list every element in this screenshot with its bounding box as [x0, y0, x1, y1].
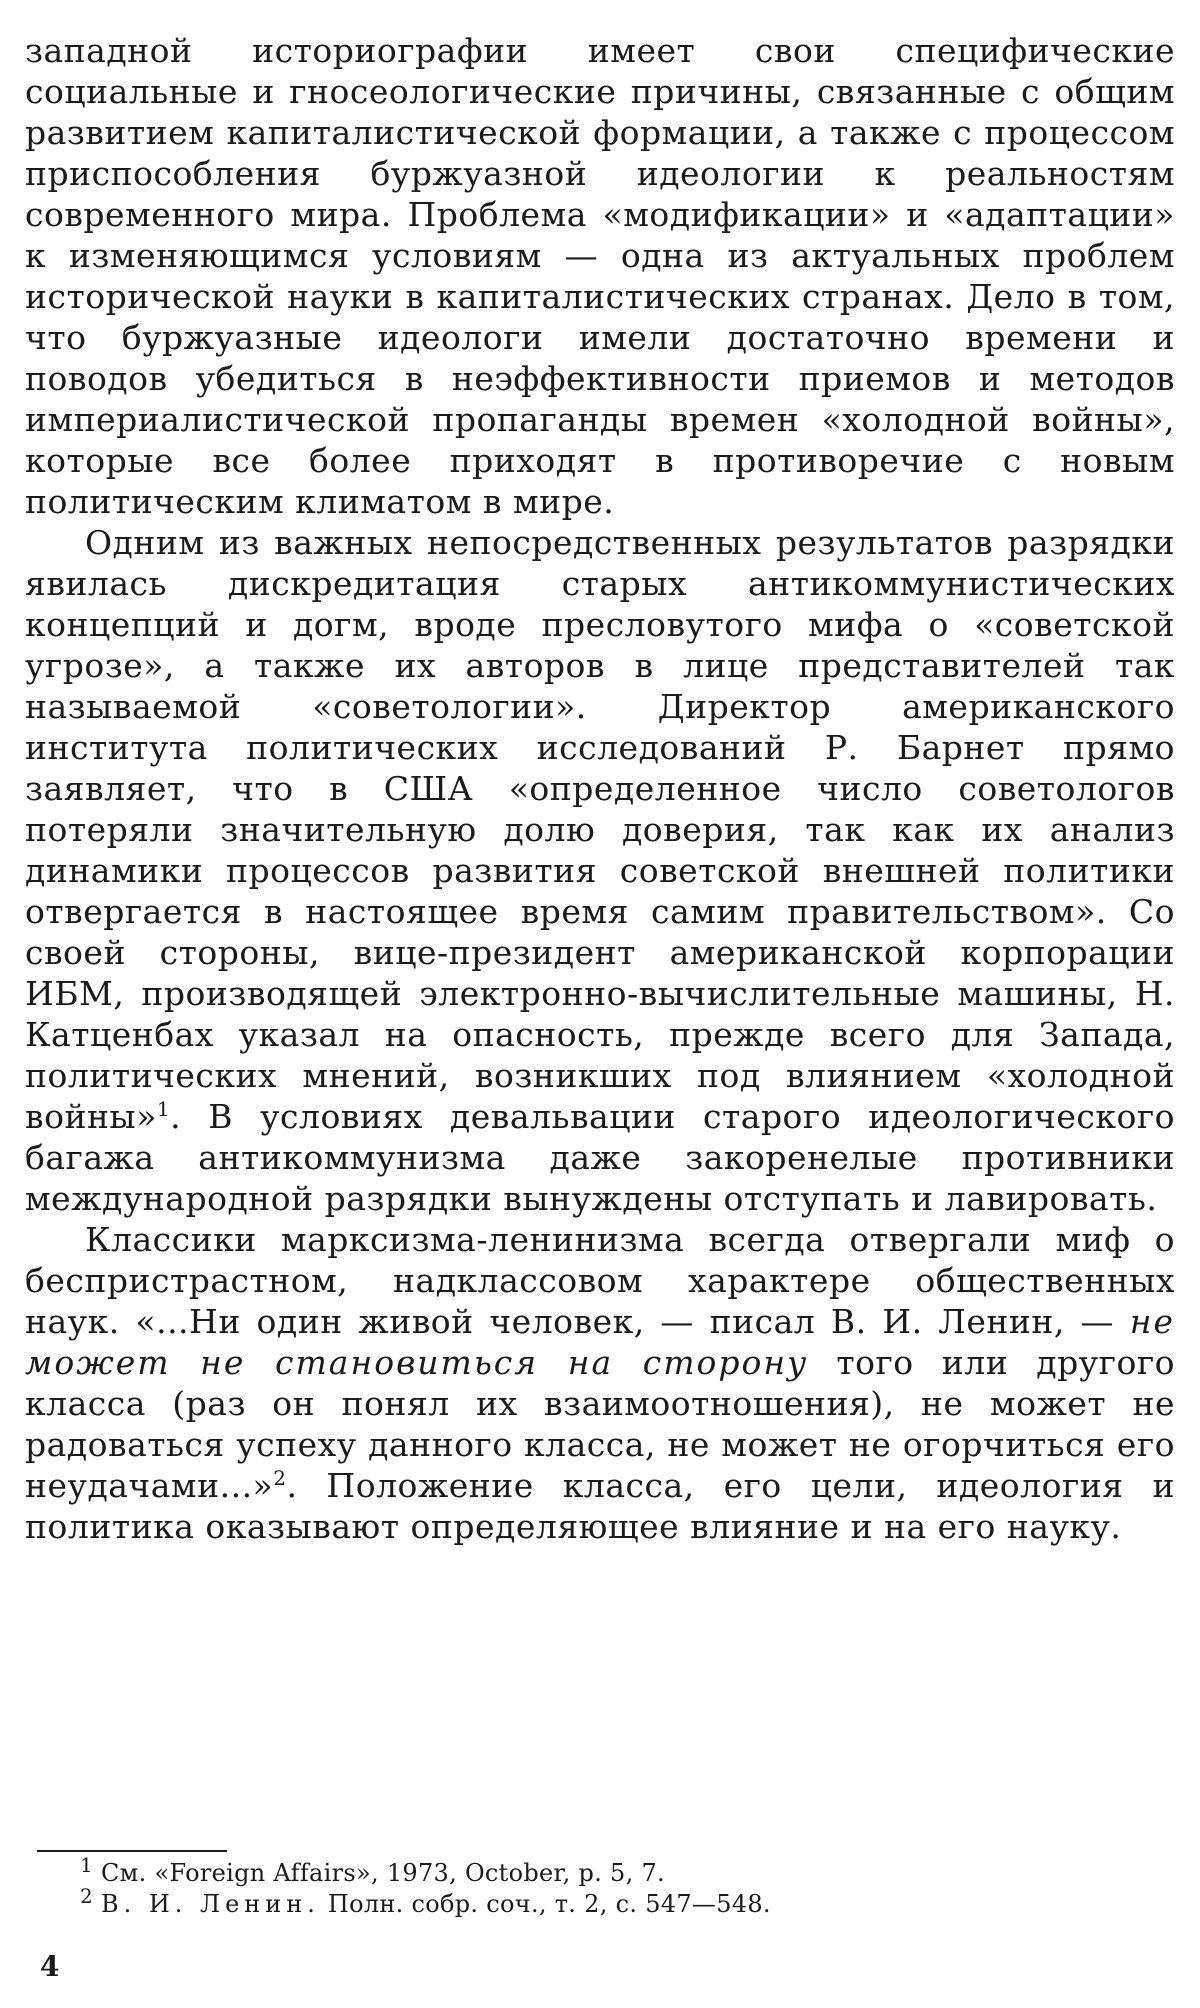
- paragraph-3-text-end: . Положение класса, его цели, идеология и политика оказывают определяющее влияние и на его науку.: [25, 1466, 1175, 1546]
- footnote-separator: [37, 1850, 227, 1852]
- footnote-1-text: См. «Foreign Affairs», 1973, October, p. 5, 7.: [100, 1859, 665, 1887]
- footnote-2-mark: 2: [80, 1884, 94, 1908]
- paragraph-3: [25, 1219, 1175, 1547]
- footnotes: [80, 1853, 1160, 1920]
- footnote-ref-1[interactable]: 1: [156, 1097, 171, 1121]
- lenin-quote-italic: не может не становиться на сторону: [25, 1302, 1175, 1382]
- footnote-ref-2[interactable]: 2: [273, 1466, 287, 1490]
- paragraph-3-text-before: Классики марксизма-ленинизма всегда отвергали миф о беспристрастном, надклассовом характере общественных наук. «...Ни один живой человек, — писал В. И. Ленин, —: [25, 1220, 1175, 1341]
- paragraph-2-text-after: . В условиях девальвации старого идеологического багажа антикоммунизма даже закоренелые противники международной разрядки вынуждены отступать и лавировать.: [25, 1097, 1175, 1218]
- page-number: 4: [40, 1950, 60, 1983]
- paragraph-3-text-after: того или другого класса (раз он понял их взаимоотношения), не может не радоваться успеху данного класса, не может не огорчиться его неудачами...»: [25, 1343, 1175, 1505]
- paragraph-1-text: западной историографии имеет свои специфические социальные и гносеологические причины, связанные с общим развитием капиталистической формации, а также с процессом приспособления буржуазной идеологии к реальностям современного мира. Проблема «модификации» и «адаптации» к изменяющимся условиям — одна из актуальных проблем исторической науки в капиталистических странах. Дело в том, что буржуазные идеологи имели достаточно времени и поводов убедиться в неэффективности приемов и методов империалистической пропаганды времен «холодной войны», которые все более приходят в противоречие с новым политическим климатом в мире.: [25, 31, 1175, 521]
- footnote-2-author: В. И. Ленин.: [100, 1890, 320, 1918]
- page-body: [25, 30, 1175, 1547]
- paragraph-1: [25, 30, 1175, 522]
- footnote-2: [80, 1884, 1160, 1920]
- paragraph-2-text: Одним из важных непосредственных результатов разрядки явилась дискредитация старых антикоммунистических концепций и догм, вроде пресловутого мифа о «советской угрозе», а также их авторов в лице представителей так называемой «советологии». Директор американского института политических исследований Р. Барнет прямо заявляет, что в США «определенное число советологов потеряли значительную долю доверия, так как их анализ динамики процессов развития советской внешней политики отвергается в настоящее время самим правительством». Со своей стороны, вице-президент американской корпорации ИБМ, производящей электронно-вычислительные машины, Н. Катценбах указал на опасность, прежде всего для Запада, политических мнений, возникших под влиянием «холодной войны»: [25, 523, 1175, 1136]
- footnote-1-mark: 1: [80, 1853, 94, 1877]
- footnote-2-text: Полн. собр. соч., т. 2, с. 547—548.: [327, 1890, 771, 1918]
- footnote-1: [80, 1853, 1160, 1889]
- paragraph-2: [25, 522, 1175, 1219]
